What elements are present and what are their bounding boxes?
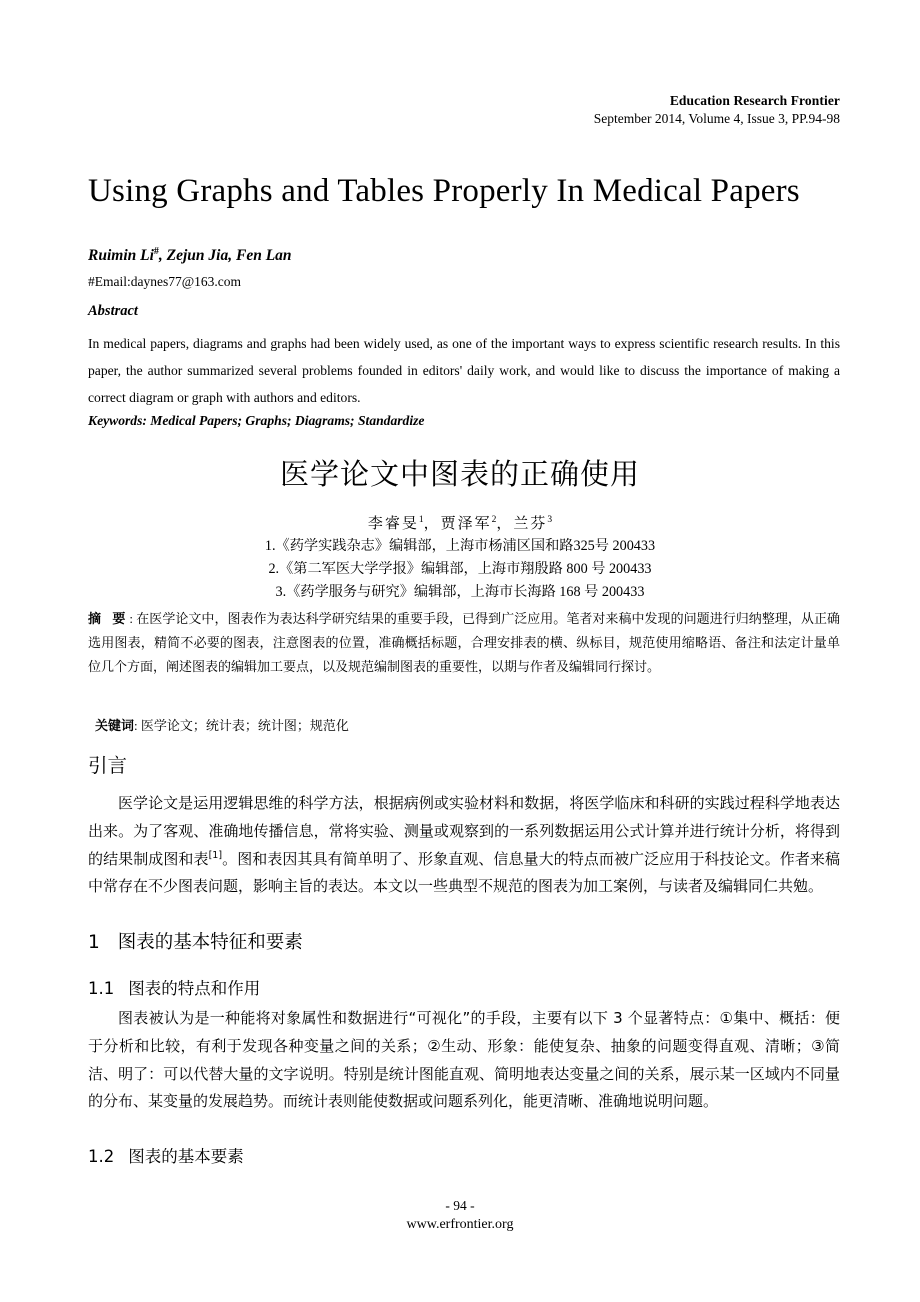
affiliations-list — [0, 535, 920, 604]
keywords-chinese — [95, 714, 840, 738]
authors-chinese — [0, 512, 920, 533]
intro-text-a: 医学论文是运用逻辑思维的科学方法，根据病例或实验材料和数据，将医学临床和科研的实践过程科学地表达出来。为了客观、准确地传播信息，常将实验、测量或观察到的一系列数据运用公式计算并进行统计分析，将得到的结果制成图和表 — [88, 794, 840, 868]
paper-title-chinese: 医学论文中图表的正确使用 — [279, 457, 640, 491]
section-title-1-1: 图表的特点和作用 — [128, 979, 261, 998]
keywords-heading-chinese: 关键词 — [95, 718, 135, 733]
authors-rest: , Zejun Jia, Fen Lan — [158, 247, 292, 265]
section-title-1: 图表的基本特征和要素 — [117, 932, 303, 953]
cn-author-1: 李睿旻 — [367, 516, 419, 532]
cn-author-sep-1: ， — [423, 516, 441, 532]
abstract-chinese — [88, 607, 840, 679]
cn-author-1-affil-marker: 1 — [418, 515, 424, 525]
paragraph-section-1-1: 图表被认为是一种能将对象属性和数据进行“可视化”的手段，主要有以下 3 个显著特点：①集中、概括：便于分析和比较，有利于发现各种变量之间的关系；②生动、形象：能使复杂、抽象的问题变得直观、清晰；③简洁、明了：可以代替大量的文字说明。特别是统计图能直观、简明地表达变量之间的关系，展示某一区域内不同量的分布、某变量的发展趋势。而统计表则能使数据或问题系列化，能更清晰、准确地说明问题。 — [88, 1009, 840, 1111]
affiliation-item: 3.《药学服务与研究》编辑部，上海市长海路 168 号 200433 — [275, 584, 645, 600]
footer-website: www.erfrontier.org — [406, 1217, 514, 1233]
section-heading-1-2 — [88, 1143, 244, 1167]
cn-author-3-affil-marker: 3 — [547, 515, 553, 525]
section-number-1: 1 — [88, 932, 100, 953]
abstract-heading: Abstract — [88, 303, 138, 319]
abstract-body-chinese: : 在医学论文中，图表作为表达科学研究结果的重要手段，已得到广泛应用。笔者对来稿中发现的问题进行归纳整理，从正确选用图表，精简不必要的图表，注意图表的位置，准确概括标题，合理安排表的横、纵标目，规范使用缩略语、备注和法定计量单位几个方面，阐述图表的编辑加工要点，以及规范编制图表的重要性，以期与作者及编辑同行探讨。 — [88, 611, 840, 675]
cn-author-2-affil-marker: 2 — [491, 515, 497, 525]
citation-marker: [1] — [208, 849, 223, 861]
abstract-heading-chinese: 摘 要 — [88, 611, 130, 626]
cn-author-2: 贾泽军 — [440, 516, 492, 532]
paragraph-introduction — [88, 790, 840, 901]
cn-author-sep-2: ， — [496, 516, 514, 532]
paper-title-english: Using Graphs and Tables Properly In Medical Papers — [88, 173, 800, 210]
affiliation-item: 1.《药学实践杂志》编辑部，上海市杨浦区国和路325号 200433 — [264, 538, 656, 554]
journal-name: Education Research Frontier — [669, 93, 840, 108]
author-corresponding-marker: # — [153, 246, 159, 257]
page-number: - 94 - — [445, 1198, 475, 1213]
section-heading-1-1 — [88, 975, 260, 999]
section-heading-1 — [88, 928, 303, 954]
keywords-body-chinese: : 医学论文；统计表；统计图；规范化 — [134, 718, 349, 733]
corresponding-email: #Email:daynes77@163.com — [88, 274, 242, 289]
affiliation-item: 2.《第二军医大学学报》编辑部，上海市翔殷路 800 号 200433 — [268, 561, 652, 577]
journal-issue-line: September 2014, Volume 4, Issue 3, PP.94-98 — [593, 111, 840, 127]
author-name-first: Ruimin Li — [88, 247, 154, 265]
section-number-1-2: 1.2 — [88, 1147, 115, 1166]
intro-text-b: 。图和表因其具有简单明了、形象直观、信息量大的特点而被广泛应用于科技论文。作者来稿中常存在不少图表问题，影响主旨的表达。本文以一些典型不规范的图表为加工案例，与读者及编辑同仁共勉。 — [88, 849, 840, 896]
section-title-1-2: 图表的基本要素 — [128, 1147, 244, 1166]
page-footer — [0, 1196, 920, 1235]
cn-author-3: 兰芬 — [513, 516, 548, 532]
authors-english — [88, 246, 292, 265]
keywords-english: Keywords: Medical Papers; Graphs; Diagrams; Standardize — [88, 413, 425, 428]
journal-header — [88, 92, 840, 128]
section-heading-introduction: 引言 — [88, 754, 128, 777]
section-number-1-1: 1.1 — [88, 979, 115, 998]
abstract-body-english: In medical papers, diagrams and graphs had been widely used, as one of the important ways to express scientific research results. In this paper, the author summarized several problems founded in editors' daily work, and would like to discuss the importance of making a correct diagram or graph with authors and editors. — [88, 336, 840, 406]
